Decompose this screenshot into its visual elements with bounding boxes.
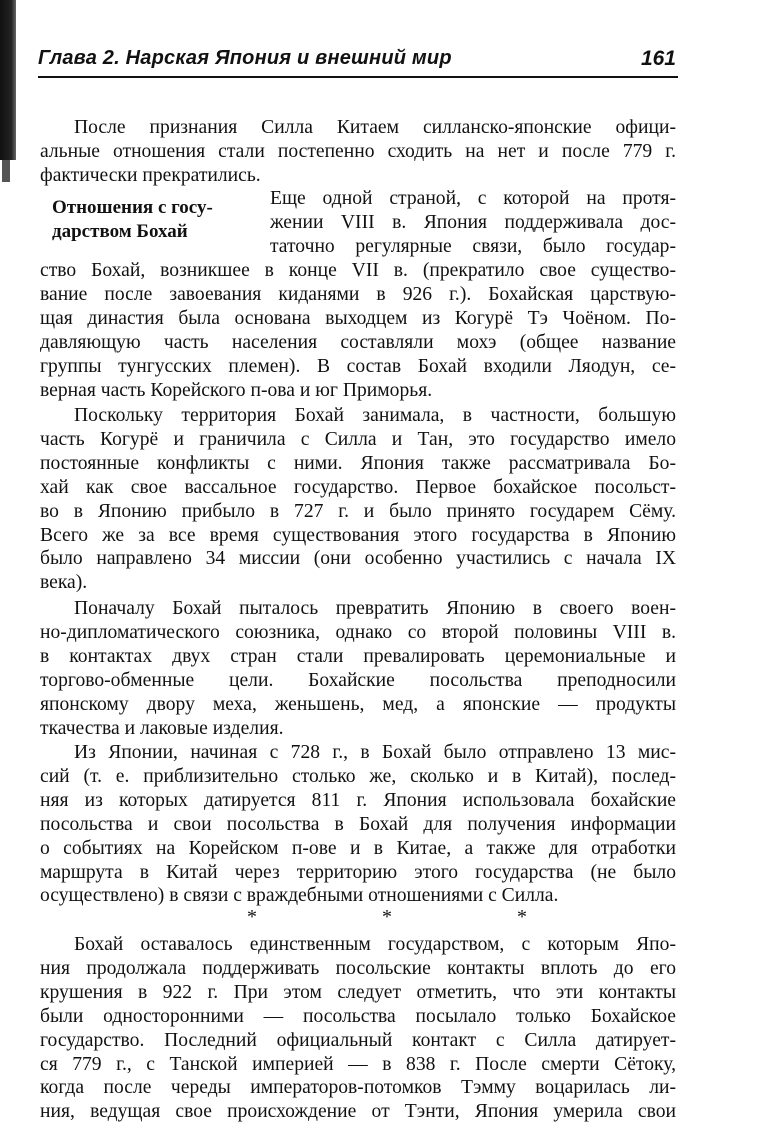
text-line: постоянные конфликты с ними. Япония также рассматривала Бо-: [40, 452, 676, 474]
paragraph-4: [40, 597, 676, 740]
marginal-heading-line: дарством Бохай: [52, 221, 188, 242]
text-line: хай как свое вассальное государство. Первое бохайское посольст-: [40, 476, 676, 498]
text-line: но-дипломатического союзника, однако со второй половины VIII в.: [40, 621, 676, 643]
text-line: о событиях на Корейском п-ове и в Китае, а также для отработки: [40, 837, 676, 859]
paragraph-2: [40, 259, 676, 402]
paragraph-6: [40, 933, 676, 1124]
text-line: крушения в 922 г. При этом следует отметить, что эти контакты: [40, 981, 676, 1003]
text-line: были односторонними — посольства посылало только Бохайское: [40, 1005, 676, 1027]
marginal-heading-line: Отношения с госу-: [52, 197, 213, 218]
text-line: верная часть Корейского п-ова и юг Приморья.: [40, 379, 433, 401]
text-line: японскому двору меха, женьшень, мед, а японские — продукты: [40, 693, 676, 715]
text-line: было направлено 34 миссии (они особенно участились с начала IX: [40, 548, 676, 570]
text-line: Всего же за все время существования этого государства в Японию: [40, 524, 676, 546]
text-line: ся 779 г., с Танской империей — в 838 г. После смерти Сётоку,: [40, 1053, 676, 1075]
text-line: фактически прекратились.: [40, 164, 261, 186]
text-line: няя из которых датируется 811 г. Япония использовала бохайские: [40, 789, 676, 811]
text-line: ткачества и лаковые изделия.: [40, 717, 284, 739]
text-line: Из Японии, начиная с 728 г., в Бохай было отправлено 13 мис-: [74, 742, 676, 763]
text-line: века).: [40, 572, 88, 594]
text-line: государство. Последний официальный контакт с Силла датирует-: [40, 1029, 676, 1051]
text-line: Бохай оставалось единственным государством, с которым Япо-: [74, 934, 676, 955]
text-line: группы тунгусских племен). В состав Бохай входили Ляодун, се-: [40, 355, 676, 377]
text-line: давляющую часть населения составляли мохэ (общее название: [40, 331, 676, 353]
text-line: осуществлено) в связи с враждебными отношениями с Силла.: [40, 885, 559, 907]
text-line: Поначалу Бохай пыталось превратить Японию в своего воен-: [74, 598, 676, 619]
text-line: Еще одной страной, с которой на протя-: [270, 188, 676, 209]
text-line: в контактах двух стран стали превалировать церемониальные и: [40, 645, 676, 667]
book-spine-shadow-tail: [2, 160, 10, 182]
chapter-title: Глава 2. Нарская Япония и внешний мир: [38, 47, 452, 69]
text-line: маршрута в Китай через территорию этого государства (не было: [40, 861, 676, 883]
text-line: После признания Силла Китаем силланско-японские офици-: [74, 117, 676, 138]
text-line: вание после завоевания киданями в 926 г.). Бохайская царствую-: [40, 283, 676, 305]
paragraph-3: [40, 404, 676, 595]
text-line: таточно регулярные связи, было государ-: [270, 235, 676, 257]
paragraph-1: [40, 116, 676, 188]
text-line: часть Когурё и граничила с Силла и Тан, это государство имело: [40, 428, 676, 450]
paragraph-2-wrapped: [270, 187, 676, 259]
text-line: посольства и свои посольства в Бохай для получения информации: [40, 813, 676, 835]
text-line: во в Японию прибыло в 727 г. и было принято государем Сёму.: [40, 500, 676, 522]
running-header: [38, 42, 678, 78]
text-line: ния продолжала поддерживать посольские контакты вплоть до его: [40, 957, 676, 979]
text-line: альные отношения стали постепенно сходить на нет и после 779 г.: [40, 140, 676, 162]
page-number: 161: [640, 47, 676, 70]
text-line: торгово-обменные цели. Бохайские посольства преподносили: [40, 669, 676, 691]
marginal-heading: [52, 196, 252, 244]
book-spine-shadow: [0, 0, 16, 160]
text-line: жении VIII в. Япония поддерживала дос-: [270, 211, 676, 233]
section-separator: * * *: [247, 906, 587, 928]
paragraph-5: [40, 741, 676, 908]
text-line: щая династия была основана выходцем из Когурё Тэ Чоёном. По-: [40, 307, 676, 329]
text-line: ство Бохай, возникшее в конце VII в. (прекратило свое существо-: [40, 260, 676, 281]
text-line: когда после череды императоров-потомков Тэмму воцарилась ли-: [40, 1077, 676, 1099]
text-line: ния, ведущая свое происхождение от Тэнти, Япония умерила свои: [40, 1101, 676, 1123]
text-line: сий (т. е. приблизительно столько же, сколько и в Китай), послед-: [40, 765, 676, 787]
text-line: Поскольку территория Бохай занимала, в частности, большую: [74, 405, 676, 426]
